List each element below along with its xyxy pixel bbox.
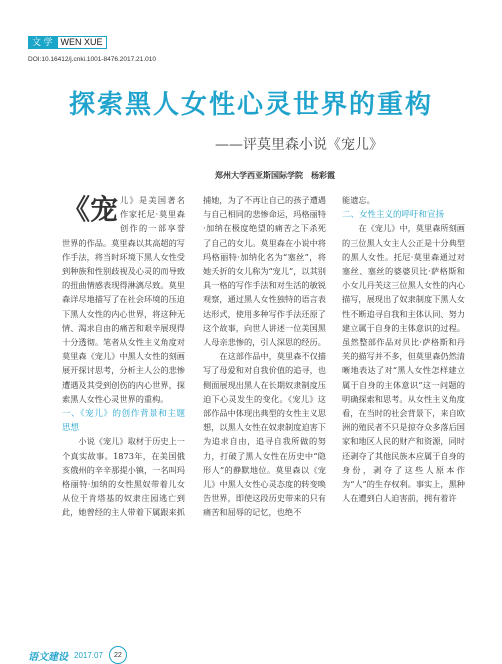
column-3 bbox=[342, 193, 465, 505]
column-1 bbox=[62, 193, 185, 520]
paragraph: 捕她，为了不再让自己的孩子遭遇与自己相同的悲惨命运，玛格丽特·加纳在极度绝望的痛苦之下杀死了自己的女儿。莫里森在小说中将玛格丽特·加纳化名为“塞丝”，将她夭折的女儿称为“宠儿”，以其别具一格的写作手法和对生活的敏锐观察，通过黑人女性独特的语言表达形式，使用多种写作手法还原了这个故事，向世人讲述一位美国黑人母亲悲惨的，引人深思的经历。 bbox=[203, 195, 326, 348]
article-subtitle: ——评莫里森小说《宠儿》 bbox=[215, 137, 383, 153]
article-title: 探索黑人女性心灵世界的重构 bbox=[68, 90, 433, 120]
section-tag bbox=[28, 36, 107, 49]
section-heading-2: 二、女性主义的呼吁和宣扬 bbox=[342, 209, 445, 220]
doi: DOI:10.16412/j.cnki.1001-8476.2017.21.010 bbox=[28, 56, 156, 63]
intro-paragraph: 《宠儿》是美国著名作家托尼·莫里森创作的一部享誉世界的作品。莫里森以其高超的写作手法，将当时环境下黑人女性受到种族和性别歧视及心灵的而导致的扭曲情感表现得淋漓尽致。莫里森详尽地描写了在社会环境的压迫下黑人女性的内心世界，将这种无情、渴求自由的痛苦和艰辛展现得十分透彻。笔者从女性主义角度对莫里森《宠儿》中黑人女性的刻画展开探讨思考，分析主人公的悲惨遭遇及其受到创伤的内心世界，探索黑人女性心灵世界的重构。 bbox=[62, 193, 185, 404]
paragraph: 小说《宠儿》取材于历史上一个真实故事。1873年，在美国俄亥俄州的辛辛那提小镇，一名叫玛格丽特·加纳的女性黑奴带着儿女从位于肯塔基的奴隶庄园逃亡到此，她曾经的主人带着下属跟来抓 bbox=[62, 436, 185, 518]
author-line: 郑州大学西亚斯国际学院 杨彩霞 bbox=[215, 171, 335, 180]
journal-logo: 语文建设 bbox=[28, 651, 68, 663]
dropcap: 《宠 bbox=[62, 193, 119, 226]
section-tag-en: WEN XUE bbox=[57, 36, 107, 49]
section-heading-1: 一、《宠儿》的创作背景和主题思想 bbox=[62, 408, 185, 433]
paragraph: 在《宠儿》中，莫里森所刻画的三位黑人女主人公正是十分典型的黑人女性。托尼·莫里森通过对塞丝、塞丝的婆婆贝比·萨格斯和小女儿丹芙这三位黑人女性的内心描写，展现出了奴隶制度下黑人女性不断追寻自我和主体认同、努力建立属于自身的主体意识的过程。虽然整部作品对贝比·萨格斯和丹芙的描写并不多，但莫里森仍然清晰地表达了对“黑人女性怎样建立属于自身的主体意识”这一问题的明确探索和思考。从女性主义角度看，在当时的社会背景下，来自欧洲的殖民者不只是掠夺众多落后国家和地区人民的财产和资源，同时还剥夺了其他民族本应属于自身的身份，剥夺了这些人原本作为“人”的生存权利。事实上，黑种人在遭到白人迫害前，拥有着许 bbox=[342, 223, 465, 504]
issue-number: 2017.07 bbox=[74, 650, 103, 660]
page-number: 22 bbox=[109, 646, 127, 664]
section-tag-cn: 文 学 bbox=[28, 36, 57, 49]
paragraph: 在这部作品中，莫里森不仅描写了母爱和对自我价值的追寻，也侧面展现出黑人在长期奴隶制度压迫下心灵发生的变化。《宠儿》这部作品中体现出典型的女性主义思想，以黑人女性在奴隶制度迫害下为追求自由，追寻自我所做的努力，打破了黑人女性在历史中“隐形人”的静默地位。莫里森以《宠儿》中黑人女性心灵态度的转变唤告世界，即使这段历史带来的只有痛苦和屈辱的记忆，也绝不 bbox=[203, 351, 326, 518]
column-2 bbox=[203, 193, 326, 520]
paragraph: 能遗忘。 bbox=[342, 195, 375, 205]
footer bbox=[28, 646, 127, 664]
